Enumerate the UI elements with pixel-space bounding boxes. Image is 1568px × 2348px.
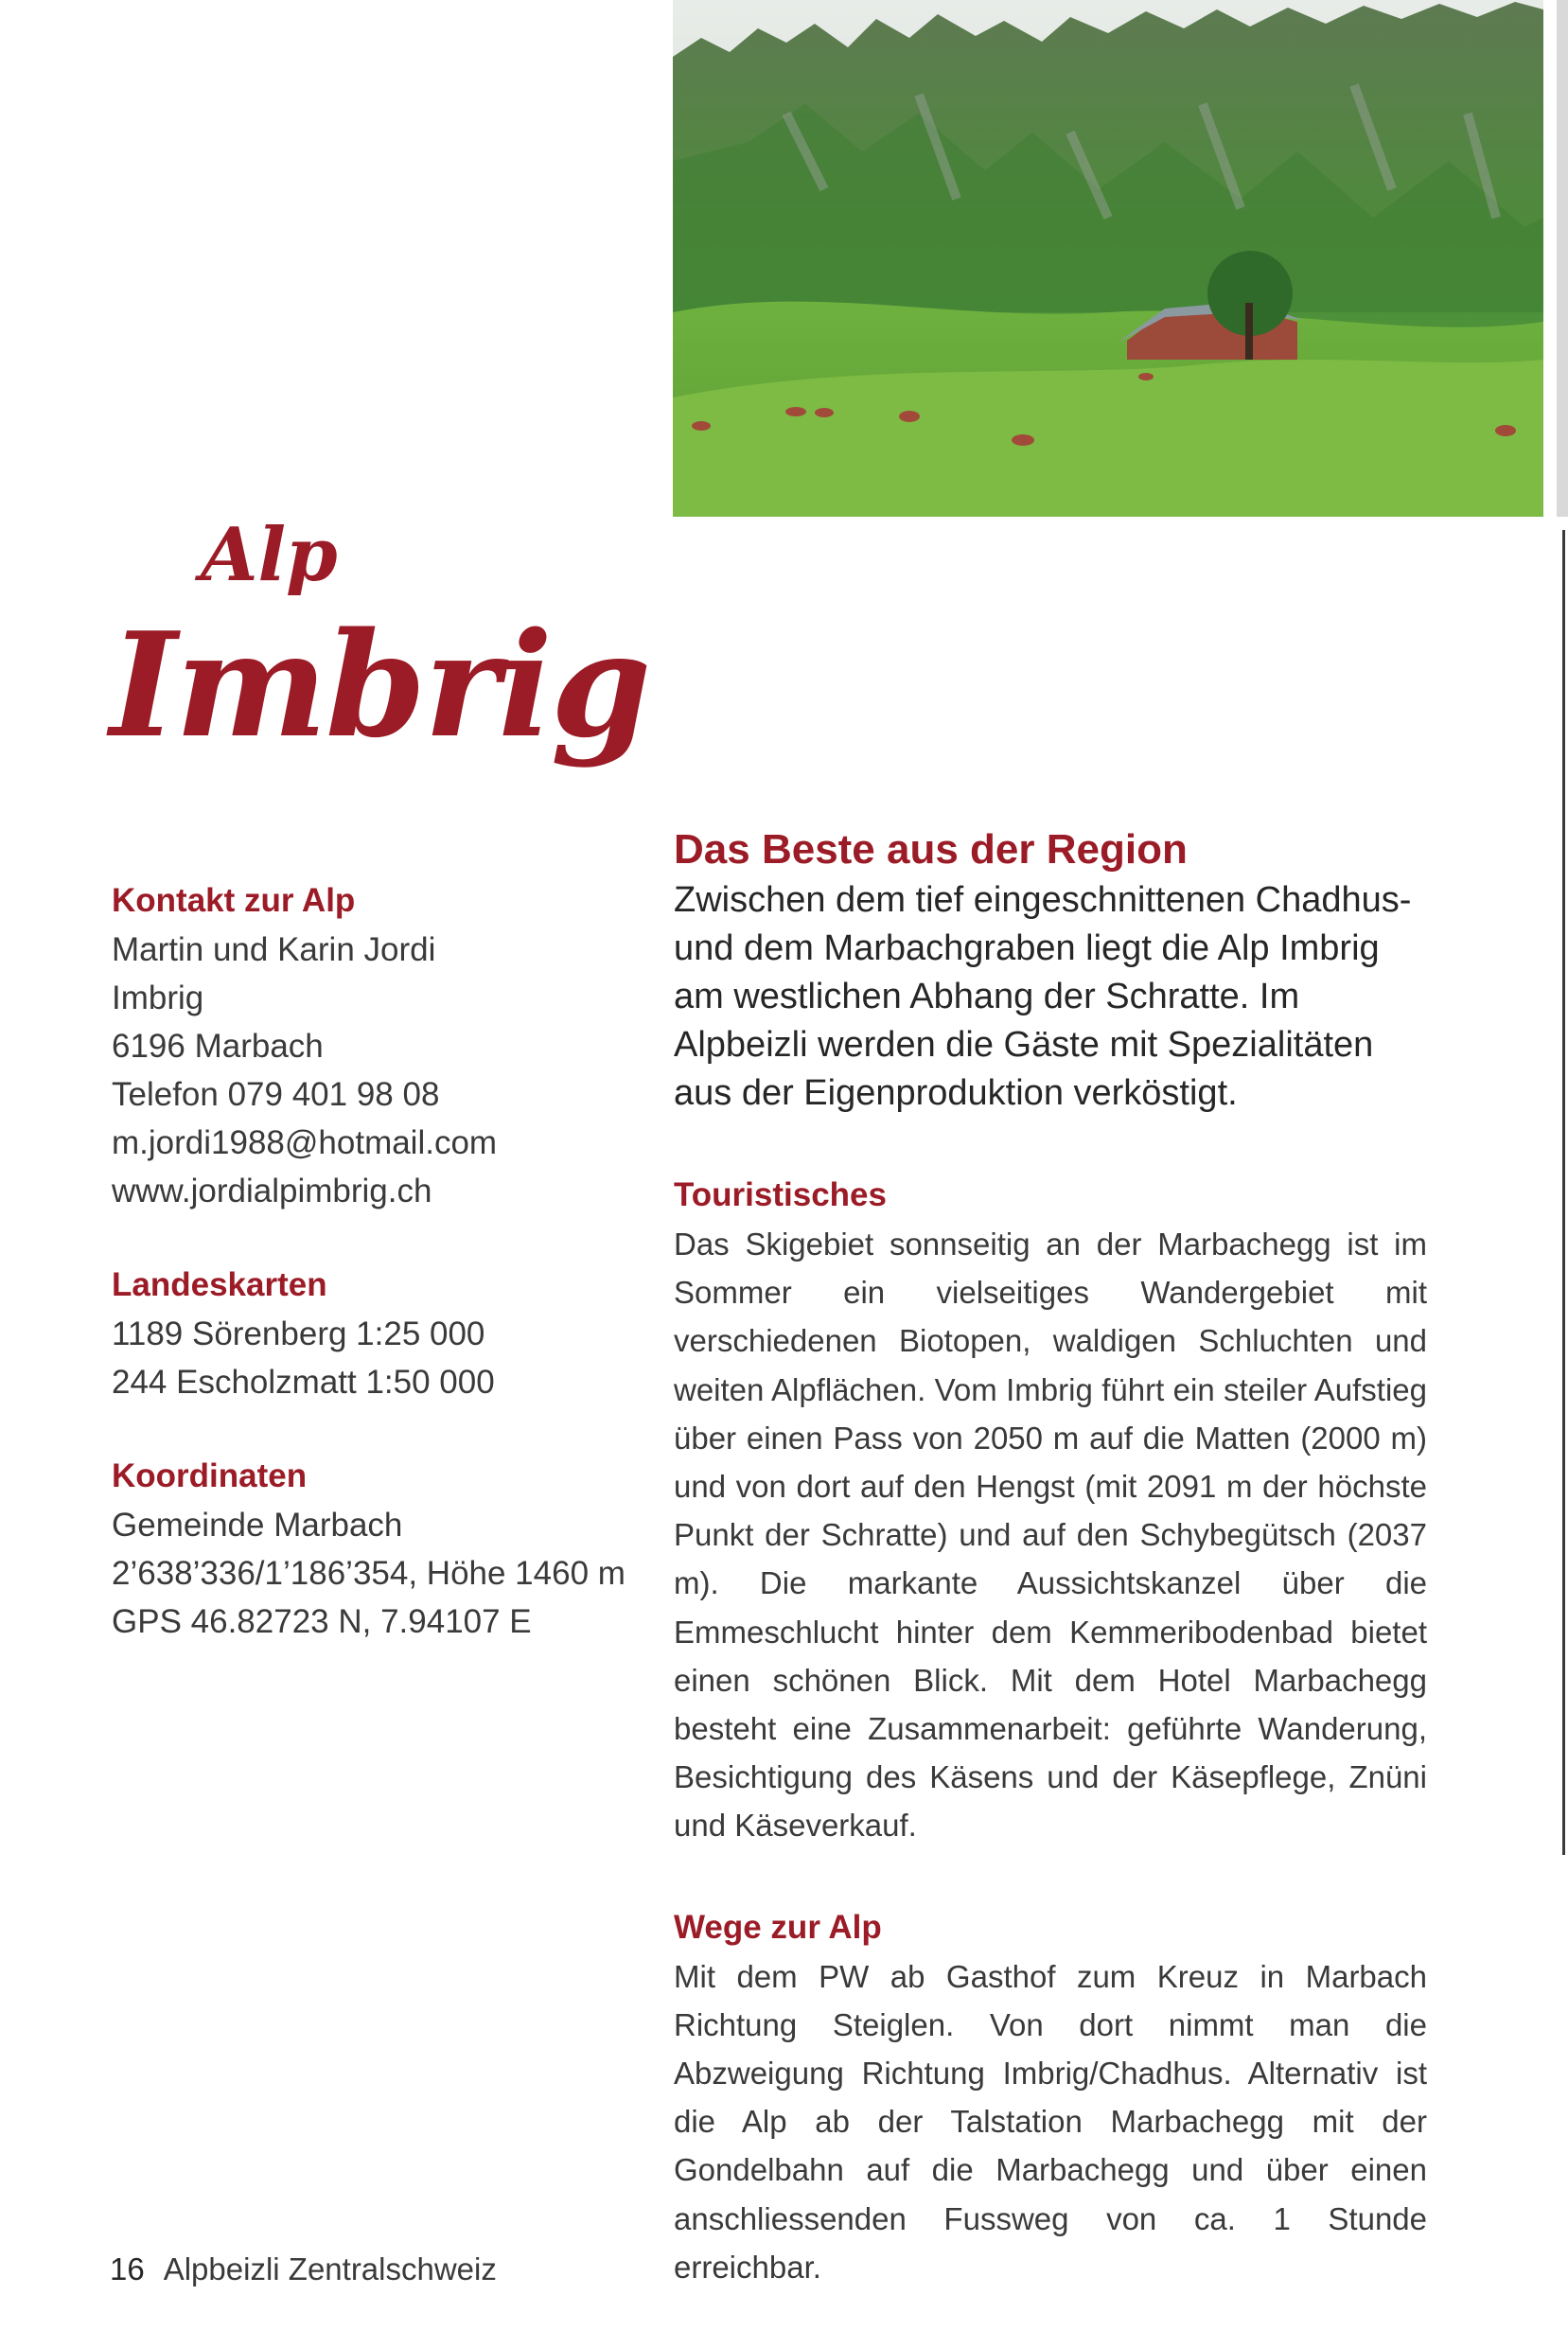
publication-name: Alpbeizli Zentralschweiz bbox=[163, 2251, 497, 2286]
alpine-meadow-photo bbox=[673, 0, 1543, 517]
contact-name: Martin und Karin Jordi bbox=[112, 931, 436, 968]
coordinates-swiss-grid: 2’638’336/1’186’354, Höhe 1460 m bbox=[112, 1555, 625, 1592]
routes-heading: Wege zur Alp bbox=[674, 1908, 882, 1946]
contact-heading: Kontakt zur Alp bbox=[112, 882, 356, 919]
coordinates-gps: GPS 46.82723 N, 7.94107 E bbox=[112, 1603, 532, 1640]
intro-heading: Das Beste aus der Region bbox=[674, 826, 1188, 873]
map-1: 1189 Sörenberg 1:25 000 bbox=[112, 1315, 485, 1352]
page-edge bbox=[1557, 0, 1568, 2348]
intro-text: Zwischen dem tief eingeschnittenen Chadhus- und dem Marbachgraben liegt die Alp Imbrig am westlichen Abhang der Schratte. Im Alpbeizli werden die Gäste mit Spezialitäten aus der Eigenproduktion verköstigt. bbox=[674, 880, 1412, 1113]
tourism-text: Das Skigebiet sonnseitig an der Marbachegg ist im Sommer ein vielseitiges Wandergebiet mit verschiedenen Biotopen, waldigen Schluchten und weiten Alpflächen. Vom Imbrig führt ein steiler Aufstieg über einen Pass von 2050 m auf die Matten (2000 m) und von dort auf den Hengst (mit 2091 m der höchste Punkt der Schratte) und auf den Schybegütsch (2037 m). Die markante Aussichtskanzel über die Emmeschlucht hinter dem Kemmeribodenbad bietet einen schönen Blick. Mit dem Hotel Marbachegg besteht eine Zusammenarbeit: geführte Wanderung, Besichtigung des Käsens und der Käsepflege, Znüni und Käseverkauf. bbox=[674, 1227, 1427, 1844]
contact-postal: 6196 Marbach bbox=[112, 1028, 324, 1065]
title-alp: Alp bbox=[201, 512, 338, 598]
contact-website: www.jordialpimbrig.ch bbox=[112, 1173, 432, 1209]
title-imbrig: Imbrig bbox=[110, 600, 650, 769]
page-footer bbox=[110, 2251, 497, 2288]
article-column bbox=[674, 823, 1427, 2344]
routes-text: Mit dem PW ab Gasthof zum Kreuz in Marbach Richtung Steiglen. Von dort nimmt man die Abzweigung Richtung Imbrig/Chadhus. Alternativ ist die Alp ab der Talstation Marbachegg mit der Gondelbahn auf die Marbachegg und über einen anschliessenden Fussweg von ca. 1 Stunde erreichbar. bbox=[674, 1958, 1427, 2285]
tourism-heading: Touristisches bbox=[674, 1176, 887, 1213]
maps-block bbox=[112, 1261, 604, 1406]
info-column bbox=[112, 876, 625, 1691]
contact-place: Imbrig bbox=[112, 980, 204, 1016]
maps-heading: Landeskarten bbox=[112, 1266, 327, 1303]
map-2: 244 Escholzmatt 1:50 000 bbox=[112, 1364, 495, 1401]
contact-phone: Telefon 079 401 98 08 bbox=[112, 1076, 440, 1113]
coordinates-block bbox=[112, 1452, 625, 1646]
coordinates-heading: Koordinaten bbox=[112, 1457, 308, 1494]
coordinates-municipality: Gemeinde Marbach bbox=[112, 1507, 403, 1544]
page-number: 16 bbox=[110, 2251, 145, 2286]
contact-block bbox=[112, 876, 604, 1215]
contact-email: m.jordi1988@hotmail.com bbox=[112, 1124, 498, 1161]
